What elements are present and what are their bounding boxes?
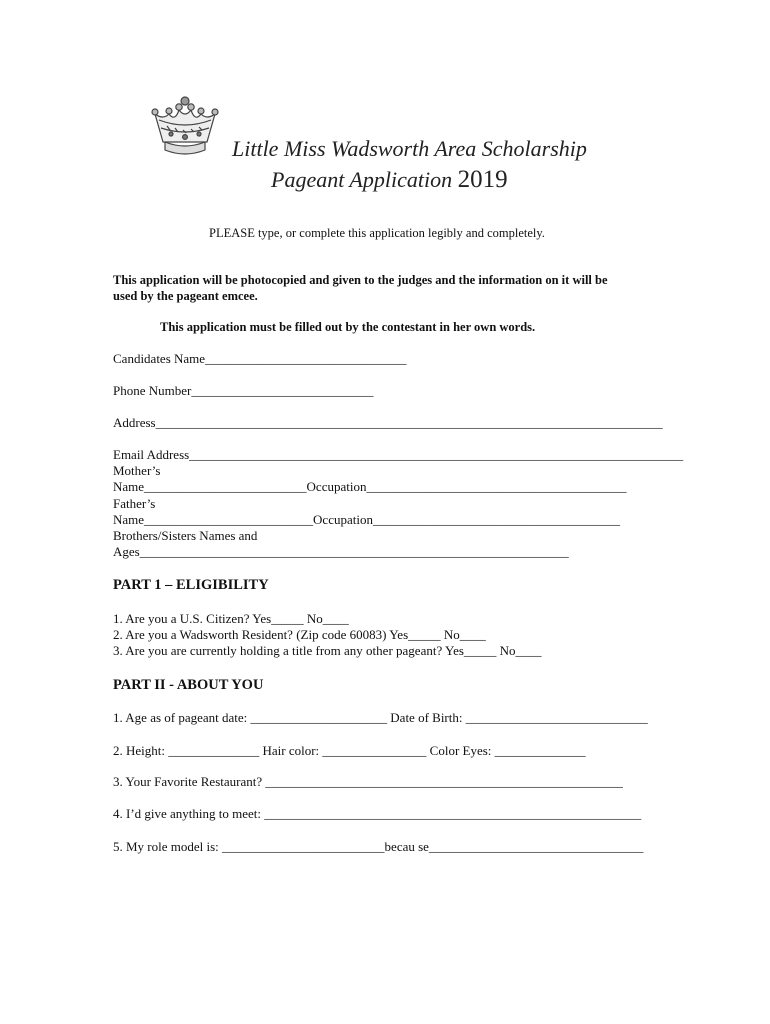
part2-question-3[interactable]: 3. Your Favorite Restaurant? _______________________________________________________ <box>113 774 623 789</box>
mother-label: Mother’s <box>113 463 161 478</box>
please-type-instruction: PLEASE type, or complete this application legibly and completely. <box>209 226 545 240</box>
photocopy-notice-line-2: used by the pageant emcee. <box>113 289 258 303</box>
candidate-name-field[interactable]: Candidates Name_______________________________ <box>113 351 407 366</box>
part2-question-4[interactable]: 4. I’d give anything to meet: __________________________________________________________ <box>113 806 642 821</box>
email-address-field[interactable]: Email Address____________________________________________________________________________ <box>113 447 684 462</box>
address-field[interactable]: Address______________________________________________________________________________ <box>113 415 663 430</box>
part1-heading: PART 1 – ELIGIBILITY <box>113 577 269 593</box>
title-year: 2019 <box>457 166 508 193</box>
siblings-ages-field[interactable]: Ages__________________________________________________________________ <box>113 544 569 559</box>
title-line-2 <box>271 166 508 194</box>
part2-question-5[interactable]: 5. My role model is: _________________________becau se_________________________________ <box>113 839 644 854</box>
part1-question-1[interactable]: 1. Are you a U.S. Citizen? Yes_____ No____ <box>113 611 349 626</box>
own-words-notice: This application must be filled out by the contestant in her own words. <box>160 320 536 334</box>
part1-question-3[interactable]: 3. Are you are currently holding a title from any other pageant? Yes_____ No____ <box>113 643 542 658</box>
title-line-1: Little Miss Wadsworth Area Scholarship <box>232 136 587 161</box>
crown-icon <box>145 92 225 160</box>
father-name-occupation-field[interactable]: Name__________________________Occupation______________________________________ <box>113 512 620 527</box>
father-label: Father’s <box>113 496 156 511</box>
siblings-label: Brothers/Sisters Names and <box>113 528 258 543</box>
phone-number-field[interactable]: Phone Number____________________________ <box>113 383 374 398</box>
photocopy-notice-line-1: This application will be photocopied and given to the judges and the information on it will be <box>113 273 608 287</box>
part2-heading: PART II - ABOUT YOU <box>113 677 264 693</box>
part2-question-2[interactable]: 2. Height: ______________ Hair color: ________________ Color Eyes: ______________ <box>113 743 586 758</box>
title-text: Pageant Application <box>271 167 453 192</box>
part2-question-1[interactable]: 1. Age as of pageant date: _____________________ Date of Birth: ____________________________ <box>113 710 648 725</box>
mother-name-occupation-field[interactable]: Name_________________________Occupation________________________________________ <box>113 479 627 494</box>
part1-question-2[interactable]: 2. Are you a Wadsworth Resident? (Zip code 60083) Yes_____ No____ <box>113 627 486 642</box>
